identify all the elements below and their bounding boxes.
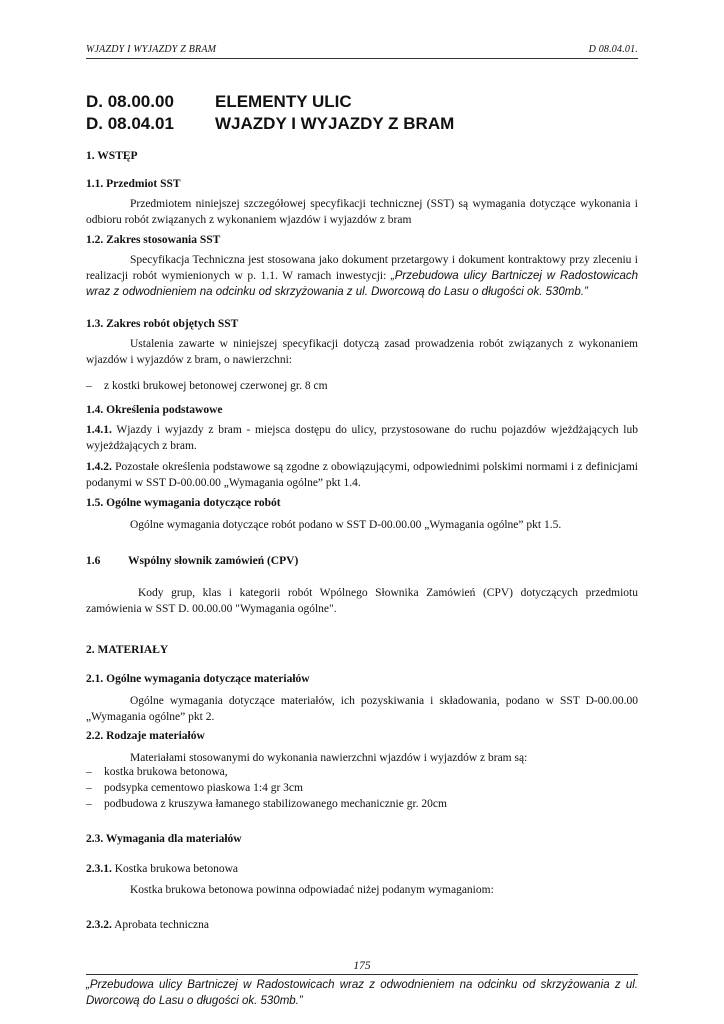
list-item-text: kostka brukowa betonowa, — [104, 766, 228, 778]
section-1-2-heading: 1.2. Zakres stosowania SST — [86, 234, 221, 246]
section-1-4-2-paragraph — [86, 459, 638, 491]
header-rule — [86, 58, 638, 59]
title-name-2: WJAZDY I WYJAZDY Z BRAM — [215, 114, 455, 133]
footer-rule — [86, 974, 638, 975]
page-number: 175 — [353, 960, 371, 972]
section-1-6-heading: Wspólny słownik zamówień (CPV) — [128, 555, 299, 567]
section-2-2-heading: 2.2. Rodzaje materiałów — [86, 730, 205, 742]
section-1-3-bullet-text: z kostki brukowej betonowej czerwonej gr. 8 cm — [104, 380, 328, 392]
section-1-2-paragraph — [86, 252, 638, 300]
section-1-1-text: Przedmiotem niniejszej szczegółowej specyfikacji technicznej (SST) są wymagania dotyczące wykonania i odbioru robót związanych z wykonaniem wjazdów i wyjazdów z bram — [86, 198, 638, 226]
section-2-3-1-number: 2.3.1. — [86, 863, 112, 875]
section-1-3-heading: 1.3. Zakres robót objętych SST — [86, 318, 239, 330]
list-item: – podsypka cementowo piaskowa 1:4 gr 3cm — [86, 782, 303, 794]
section-1-4-heading: 1.4. Określenia podstawowe — [86, 404, 223, 416]
section-1-6-text: Kody grup, klas i kategorii robót Wpólnego Słownika Zamówień (CPV) dotyczących przedmiotu zamówienia w SST D. 00.00.00 "Wymagania ogólne". — [86, 587, 638, 615]
running-header-code: D 08.04.01. — [588, 44, 638, 55]
list-item: – podbudowa z kruszywa łamanego stabilizowanego mechanicznie gr. 20cm — [86, 798, 447, 810]
section-1-5-heading: 1.5. Ogólne wymagania dotyczące robót — [86, 497, 281, 509]
section-1-heading: 1. WSTĘP — [86, 150, 138, 162]
section-1-6-number: 1.6 — [86, 555, 101, 567]
section-2-3-1-title: Kostka brukowa betonowa — [111, 863, 239, 875]
list-item-text: podbudowa z kruszywa łamanego stabilizowanego mechanicznie gr. 20cm — [104, 798, 447, 810]
section-1-4-1-paragraph — [86, 422, 638, 454]
section-1-1-heading: 1.1. Przedmiot SST — [86, 178, 181, 190]
section-2-3-2-number: 2.3.2. — [86, 919, 112, 931]
section-2-1-text: Ogólne wymagania dotyczące materiałów, ich pozyskiwania i składowania, podano w SST D-00.00.00 „Wymagania ogólne” pkt 2. — [86, 695, 638, 723]
section-2-heading: 2. MATERIAŁY — [86, 644, 169, 656]
section-1-4-2-text: Pozostałe określenia podstawowe są zgodne z obowiązującymi, odpowiednimi polskimi normami i z definicjami podanymi w SST D-00.00.00 „Wymagania ogólne” pkt 1.4. — [86, 461, 638, 489]
section-1-4-2-number: 1.4.2. — [86, 461, 112, 473]
section-1-2-text: Specyfikacja Techniczna jest stosowana jako dokument przetargowy i dokument kontraktowy przy zleceniu i realizacji robót wymienionych w p. 1.1. W ramach inwestycji: — [86, 254, 638, 282]
section-1-2-investment-name: „Przebudowa ulicy Bartniczej w Radostowicach wraz z odwodnieniem na odcinku od skrzyżowania z ul. Dworcową do Lasu o długości ok. 530mb.” — [86, 270, 638, 298]
title-code-2: D. 08.04.01 — [86, 114, 174, 133]
list-item: – kostka brukowa betonowa, — [86, 766, 228, 778]
title-code-1: D. 08.00.00 — [86, 92, 174, 111]
footer-investment-name: „Przebudowa ulicy Bartniczej w Radostowicach wraz z odwodnieniem na odcinku od skrzyżowania z ul. Dworcową do Lasu o długości ok. 530mb.” — [86, 979, 638, 1007]
section-2-3-2-heading — [86, 917, 638, 933]
section-2-3-heading: 2.3. Wymagania dla materiałów — [86, 833, 242, 845]
section-2-3-2-title: Aprobata techniczna — [111, 919, 209, 931]
section-1-5-text: Ogólne wymagania dotyczące robót podano w SST D-00.00.00 „Wymagania ogólne” pkt 1.5. — [130, 519, 562, 531]
section-2-1-heading: 2.1. Ogólne wymagania dotyczące materiałów — [86, 673, 310, 685]
running-header-title: WJAZDY I WYJAZDY Z BRAM — [86, 44, 217, 55]
section-2-3-1-text: Kostka brukowa betonowa powinna odpowiadać niżej podanym wymaganiom: — [130, 884, 494, 896]
section-1-3-bullet: – z kostki brukowej betonowej czerwonej gr. 8 cm — [86, 380, 328, 392]
section-1-3-text: Ustalenia zawarte w niniejszej specyfikacji dotyczą zasad prowadzenia robót związanych z wykonaniem wjazdów i wyjazdów z bram, o nawierzchni: — [86, 338, 638, 366]
section-2-2-text: Materiałami stosowanymi do wykonania nawierzchni wjazdów i wyjazdów z bram są: — [130, 752, 528, 764]
list-item-text: podsypka cementowo piaskowa 1:4 gr 3cm — [104, 782, 303, 794]
section-1-4-1-number: 1.4.1. — [86, 424, 112, 436]
title-name-1: ELEMENTY ULIC — [215, 92, 352, 111]
section-1-4-1-text: Wjazdy i wyjazdy z bram - miejsca dostępu do ulicy, przystosowane do ruchu pojazdów wjeżdżających lub wyjeżdżających z bram. — [86, 424, 638, 452]
section-2-3-1-heading — [86, 861, 638, 877]
